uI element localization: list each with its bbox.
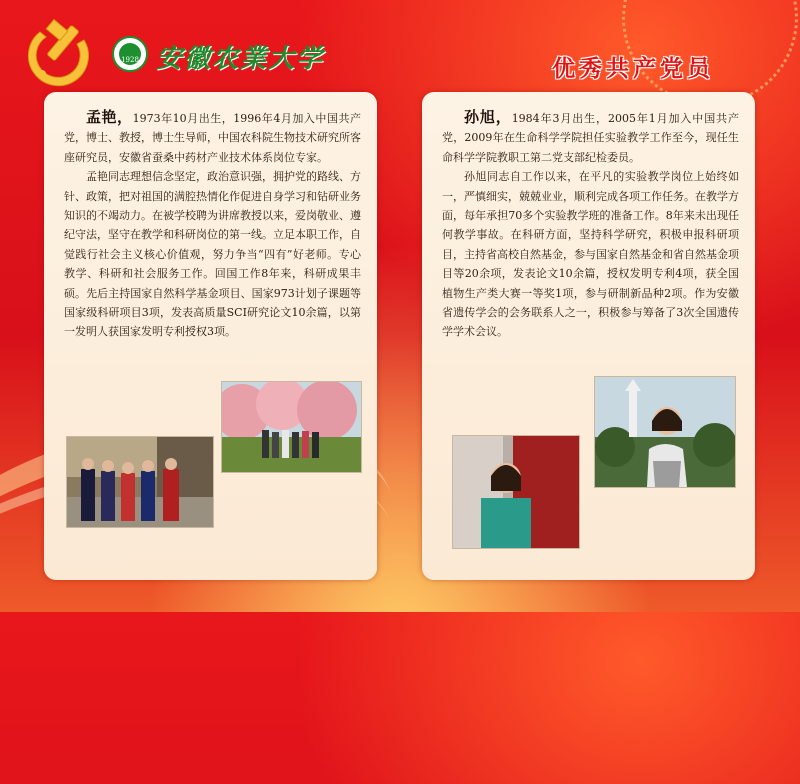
portrait-photo-pagoda: [594, 376, 736, 488]
university-logo: [112, 36, 148, 72]
profile-text-right: [442, 108, 739, 342]
profile-name-left: 孟艳，: [86, 108, 133, 126]
logo-year: 1928: [119, 43, 141, 65]
university-name: 安徽农業大学: [156, 44, 325, 74]
graduation-photo: [66, 436, 214, 528]
profile-name-right: 孙旭，: [464, 108, 512, 126]
profile-intro-right: 1984年3月出生，2005年1月加入中国共产党，2009年在生命科学学院担任实验教学工作至今，现任生命科学学院教职工第二党支部纪检委员。: [442, 112, 739, 164]
party-emblem-icon: [22, 10, 104, 92]
profile-body-right: 孙旭同志自工作以来，在平凡的实验教学岗位上始终如一，严慎细实，兢兢业业，顺利完成各项工作任务。在教学方面，每年承担70多个实验教学班的准备工作。8年来未出现任何教学事故。在科研方面，坚持科学研究，积极申报科研项目，主持省高校自然基金，参与国家自然基金和省自然基金项目等20余项，发表论文10余篇，授权发明专利4项，获全国植物生产类大赛一等奖1项，参与研制新品种2项。作为安徽省遗传学会的会务联系人之一，积极参与筹备了3次全国遗传学学术会议。: [442, 170, 739, 339]
profile-body-left: 孟艳同志理想信念坚定，政治意识强，拥护党的路线、方针、政策，把对祖国的满腔热情化作促进自身学习和钻研业务知识的不竭动力。在被学校聘为讲席教授以来，爱岗敬业、遵纪守法，坚守在教学和科研岗位的第一线。立足本职工作，自觉践行社会主义核心价值观，努力争当“四有”好老师。专心教学、科研和社会服务工作。回国工作8年来，科研成果丰硕。先后主持国家自然科学基金项目、国家973计划子课题等国家级科研项目3项，发表高质量SCI研究论文10余篇，以第一发明人获国家发明专利授权3项。: [64, 170, 361, 339]
profile-panel-left: [44, 92, 377, 580]
portrait-photo-outdoor: [452, 435, 580, 549]
profile-intro-left: 1973年10月出生，1996年4月加入中国共产党，博士、教授，博士生导师，中国农科院生物技术研究所客座研究员，安徽省蚕桑中药材产业技术体系岗位专家。: [64, 112, 361, 164]
profile-panel-right: [422, 92, 755, 580]
section-title: 优秀共产党员: [552, 55, 714, 82]
orchard-group-photo: [221, 381, 362, 473]
profile-text-left: [64, 108, 361, 342]
